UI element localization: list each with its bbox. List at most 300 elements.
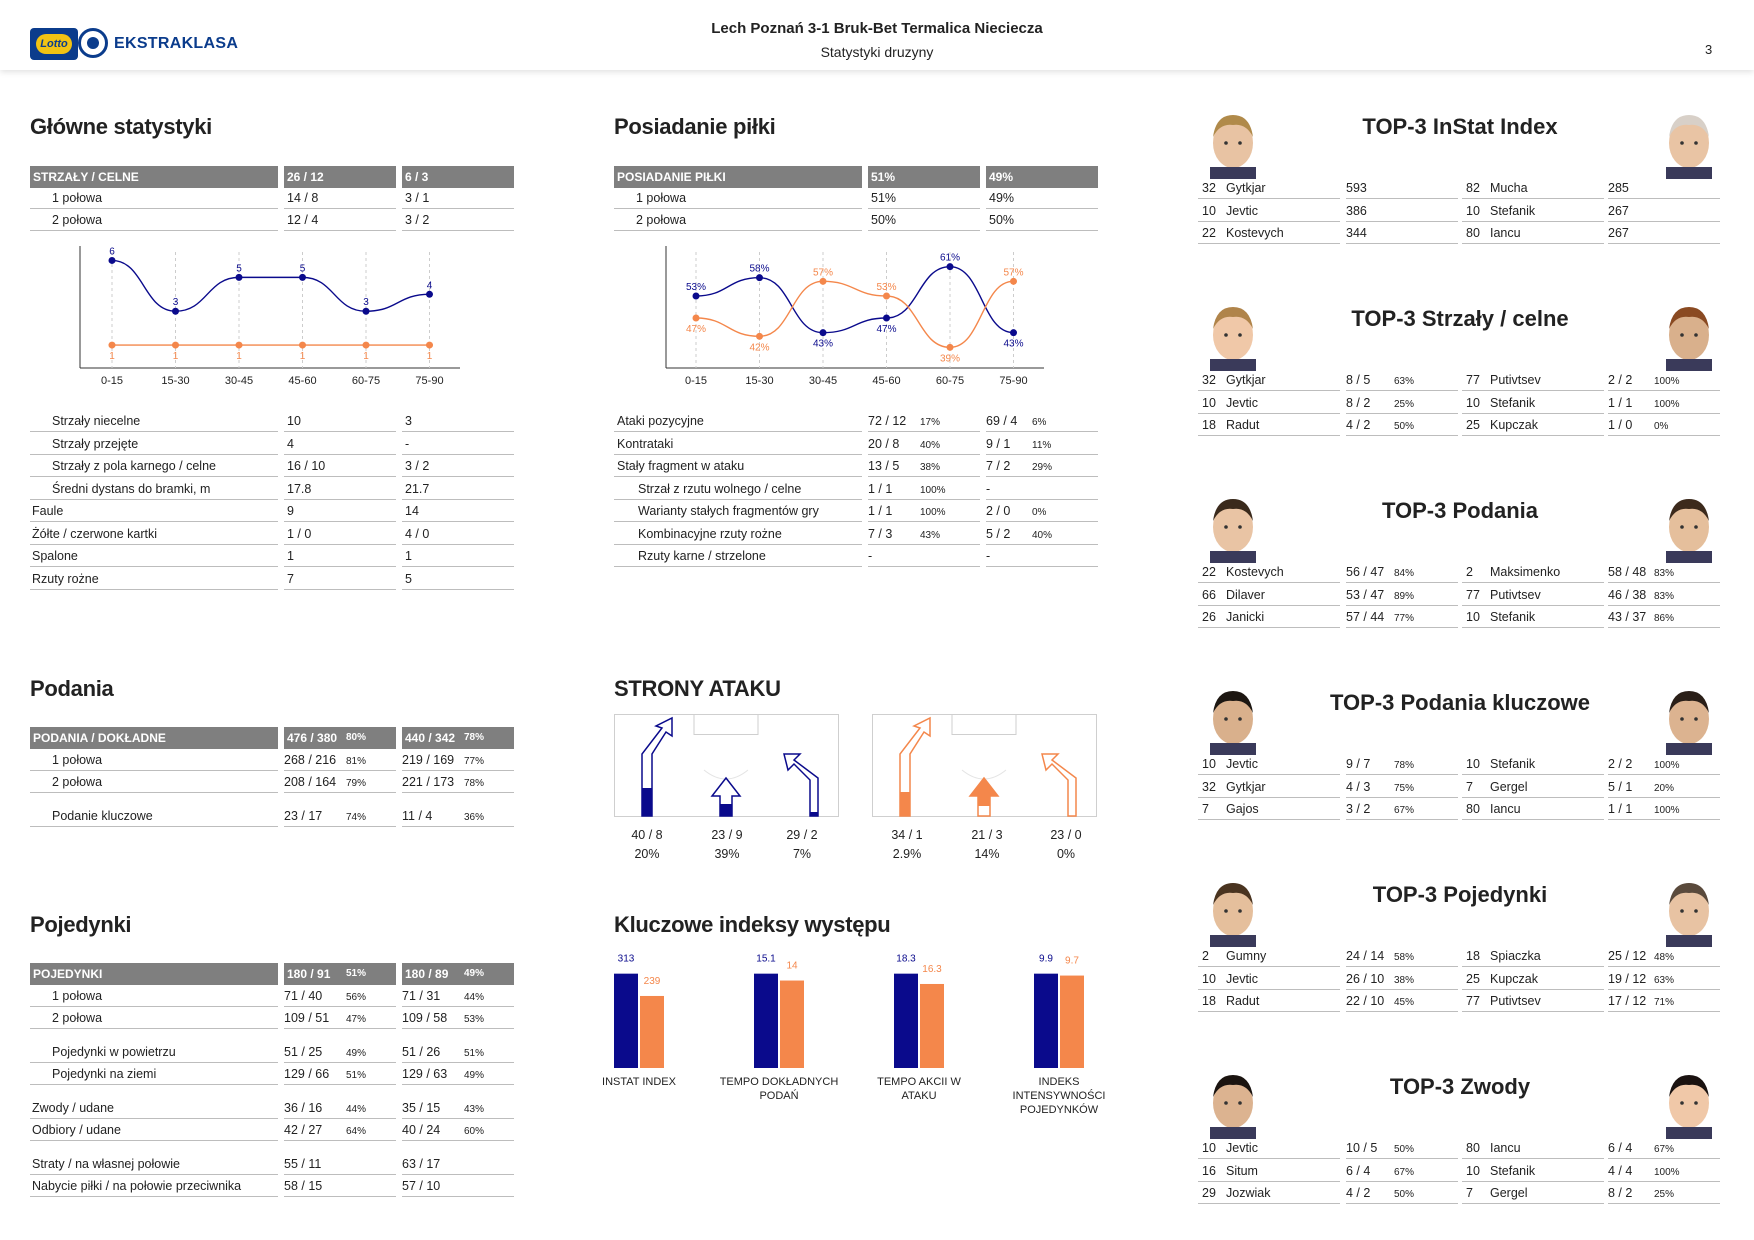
main-stats-row-label: 1 połowa (30, 188, 278, 209)
top3-away-value: 6 / 4 67% (1608, 1138, 1720, 1159)
away-point (693, 315, 700, 322)
x-tick-label: 0-15 (684, 375, 708, 387)
top3-home-value-pct: 89% (1394, 590, 1415, 602)
top3-away-player (1462, 393, 1604, 414)
possession-title: Posiadanie piłki (614, 114, 776, 139)
top3-away-value: 8 / 2 25% (1608, 1183, 1720, 1204)
player-number: 25 (1466, 418, 1480, 432)
top3-away-value-pct: 100% (1654, 1166, 1680, 1178)
duels-row-home: 51 / 25 49% (284, 1042, 396, 1063)
player-number: 10 (1466, 1163, 1480, 1178)
top3-home-value-pct: 67% (1394, 1166, 1415, 1178)
key-index-title: Kluczowe indeksy występu (614, 912, 891, 937)
top3-home-value-pct: 58% (1394, 952, 1415, 963)
top3-home-value-pct: 50% (1394, 421, 1415, 432)
top3-home-player (1198, 223, 1340, 244)
possession-extra-away: - (986, 546, 1098, 567)
top3-away-value: 2 / 2 100% (1608, 754, 1720, 775)
player-number: 10 (1466, 395, 1480, 410)
player-number: 32 (1202, 373, 1216, 387)
away-attack-pct: 0% (1056, 847, 1076, 861)
away-player-photo (1658, 875, 1720, 947)
home-attack-count: 23 / 9 (711, 828, 743, 842)
duels-row-home-pct: 44% (346, 1104, 367, 1115)
possession-extra-home: 7 / 3 43% (868, 524, 980, 545)
duels-row-home-pct: 49% (346, 1048, 367, 1059)
main-extra-row-label: Strzały przejęte (30, 434, 278, 455)
passes-row-home: 268 / 216 81% (284, 750, 396, 771)
main-extra-row-home: 9 (284, 501, 396, 522)
possession-row-label: 1 połowa (614, 188, 862, 209)
top3-away-value: 1 / 1 100% (1608, 799, 1720, 820)
main-extra-row-home: 16 / 10 (284, 456, 396, 477)
x-tick-label: 75-90 (415, 375, 444, 387)
top3-home-value: 53 / 47 89% (1346, 585, 1458, 606)
player-name: Gytkjar (1226, 779, 1266, 794)
home-point (236, 274, 243, 281)
home-player-photo (1202, 1067, 1264, 1139)
top3-home-value: 8 / 5 63% (1346, 370, 1458, 391)
x-tick-label: 60-75 (935, 375, 965, 387)
duels-head-home: 180 / 91 51% (284, 963, 396, 985)
away-data-label: 57% (1003, 267, 1024, 279)
possession-extra-home: 13 / 5 38% (868, 456, 980, 477)
duels-row-home-pct: 47% (346, 1014, 367, 1025)
key-passes-away-pct: 36% (464, 812, 485, 823)
away-point (236, 342, 243, 349)
top3-title: TOP-3 InStat Index (1362, 114, 1558, 139)
away-data-label: 1 (426, 351, 433, 363)
top3-home-value-pct: 84% (1394, 568, 1415, 579)
x-tick-label: 30-45 (224, 375, 254, 387)
top3-away-player (1462, 562, 1604, 583)
passes-head-home: 476 / 380 80% (284, 727, 396, 749)
top3-away-player (1462, 799, 1604, 820)
away-point (172, 342, 179, 349)
main-stats-row-away: 3 / 1 (402, 188, 514, 209)
home-player-photo (1202, 683, 1264, 755)
possession-extra-home: - (868, 546, 980, 567)
player-number: 80 (1466, 802, 1480, 816)
player-name: Kostevych (1226, 565, 1284, 579)
possession-extra-label: Kombinacyjne rzuty rożne (614, 524, 862, 545)
away-data-label: 57% (812, 267, 834, 279)
page-number: 3 (1705, 42, 1713, 57)
possession-extra-home: 20 / 8 40% (868, 434, 980, 455)
player-number: 7 (1466, 779, 1473, 794)
top3-home-value-pct: 63% (1394, 376, 1415, 387)
top3-title: TOP-3 Pojedynki (1372, 882, 1548, 907)
duels-row-home: 36 / 16 44% (284, 1098, 396, 1119)
top3-away-player (1462, 946, 1604, 967)
duels-row-label: Pojedynki w powietrzu (30, 1042, 278, 1063)
player-name: Radut (1226, 994, 1260, 1008)
player-number: 77 (1466, 373, 1480, 387)
away-data-label: 1 (236, 351, 242, 363)
top3-home-player (1198, 754, 1340, 775)
possession-extra-home-pct: 43% (920, 529, 941, 541)
top3-home-player (1198, 178, 1340, 199)
player-name: Gajos (1226, 802, 1259, 816)
home-attack-pitch (614, 714, 840, 818)
possession-extra-label: Rzuty karne / strzelone (614, 546, 862, 567)
away-data-label: 1 (172, 351, 179, 363)
home-bar (894, 974, 918, 1068)
top3-home-value-pct: 45% (1394, 997, 1415, 1008)
player-name: Jevtic (1226, 1141, 1258, 1155)
player-number: 80 (1466, 1141, 1480, 1155)
top3-title: TOP-3 Podania kluczowe (1330, 690, 1590, 715)
main-extra-row-label: Strzały niecelne (30, 411, 278, 432)
player-name: Radut (1226, 418, 1260, 432)
top3-home-value: 10 / 5 50% (1346, 1138, 1458, 1159)
passes-row-away: 221 / 173 78% (402, 772, 514, 793)
top3-home-value-pct: 25% (1394, 398, 1415, 410)
top3-away-value-pct: 48% (1654, 952, 1675, 963)
possession-extra-away: 5 / 2 40% (986, 524, 1098, 545)
player-number: 18 (1202, 418, 1216, 432)
key-passes-home-pct: 74% (346, 812, 367, 823)
away-data-label: 1 (109, 351, 115, 363)
away-point (756, 333, 763, 340)
attack-sides-title: STRONY ATAKU (614, 676, 781, 701)
main-extra-row-home: 1 / 0 (284, 524, 396, 545)
player-name: Iancu (1490, 802, 1521, 816)
top3-away-value-pct: 100% (1654, 398, 1680, 410)
player-name: Stefanik (1490, 395, 1536, 410)
player-name: Iancu (1490, 226, 1521, 240)
main-stats-head-home: 26 / 12 (284, 166, 396, 188)
home-player-photo (1202, 299, 1264, 371)
player-number: 26 (1202, 610, 1216, 624)
passes-title: Podania (30, 676, 114, 701)
top3-home-value: 57 / 44 77% (1346, 607, 1458, 628)
player-number: 10 (1466, 203, 1480, 218)
possession-head-away: 49% (986, 166, 1098, 188)
lotto-badge: Lotto (36, 34, 72, 54)
possession-extra-away-pct: 6% (1032, 417, 1047, 428)
home-bar (754, 974, 778, 1068)
home-bar-value: 15.1 (756, 953, 776, 965)
top3-home-value-pct: 67% (1394, 805, 1415, 816)
main-stats-row-home: 14 / 8 (284, 188, 396, 209)
home-bar (614, 974, 638, 1068)
duels-row-home-pct: 56% (346, 992, 367, 1003)
top3-away-value-pct: 67% (1654, 1144, 1675, 1155)
top3-away-value-pct: 100% (1654, 805, 1680, 816)
top3-home-value: 344 (1346, 223, 1458, 244)
home-point (363, 308, 370, 315)
player-name: Spiaczka (1490, 949, 1541, 963)
main-extra-row-label: Średni dystans do bramki, m (30, 479, 278, 500)
home-data-label: 53% (685, 282, 707, 293)
away-point (883, 293, 890, 300)
top3-away-value: 58 / 48 83% (1608, 562, 1720, 583)
possession-extra-label: Stały fragment w ataku (614, 456, 862, 477)
home-bar-value: 313 (617, 953, 635, 965)
possession-extra-label: Ataki pozycyjne (614, 411, 862, 432)
top3-away-value: 4 / 4 100% (1608, 1161, 1720, 1182)
top3-away-value-pct: 86% (1654, 613, 1675, 624)
possession-extra-away: 2 / 0 0% (986, 501, 1098, 522)
home-point (299, 274, 306, 281)
home-point (172, 308, 179, 315)
home-point (883, 315, 890, 322)
away-attack-count: 23 / 0 (1050, 828, 1082, 842)
duels-row-home-pct: 51% (346, 1070, 367, 1081)
duels-row-away: 71 / 31 44% (402, 986, 514, 1007)
away-data-label: 53% (876, 282, 897, 293)
home-point (109, 257, 116, 264)
possession-extra-away: 7 / 2 29% (986, 456, 1098, 477)
top3-home-value-pct: 50% (1394, 1144, 1415, 1155)
away-bar-value: 16.3 (922, 963, 942, 975)
home-data-label: 3 (363, 297, 369, 309)
top3-home-value: 26 / 10 38% (1346, 969, 1458, 990)
player-number: 32 (1202, 779, 1216, 794)
possession-line-chart (614, 240, 1074, 400)
passes-row-home-pct: 79% (346, 778, 367, 789)
home-player-photo (1202, 491, 1264, 563)
top3-home-value: 24 / 14 58% (1346, 946, 1458, 967)
player-name: Stefanik (1490, 610, 1536, 624)
away-attack-count: 21 / 3 (971, 828, 1003, 842)
possession-extra-label: Kontrataki (614, 434, 862, 455)
player-name: Janicki (1226, 610, 1265, 624)
main-extra-row-label: Strzały z pola karnego / celne (30, 456, 278, 477)
top3-home-player (1198, 415, 1340, 436)
away-bar-value: 14 (786, 960, 798, 972)
match-title: Lech Poznań 3-1 Bruk-Bet Termalica Nieciecza (711, 20, 1043, 37)
key-index-bar-chart (600, 950, 1120, 1070)
home-point (756, 274, 763, 281)
possession-extra-home-pct: 100% (920, 507, 946, 518)
possession-extra-home: 1 / 1 100% (868, 501, 980, 522)
player-name: Gergel (1490, 779, 1528, 794)
top3-away-value-pct: 20% (1654, 782, 1675, 794)
player-name: Stefanik (1490, 1163, 1536, 1178)
x-tick-label: 0-15 (100, 375, 124, 387)
top3-away-player (1462, 777, 1604, 798)
possession-extra-home-pct: 40% (920, 439, 941, 451)
player-name: Mucha (1490, 181, 1528, 195)
player-name: Stefanik (1490, 203, 1536, 218)
player-number: 16 (1202, 1163, 1216, 1178)
top3-title: TOP-3 Strzały / celne (1351, 306, 1569, 331)
duels-row-label: Straty / na własnej połowie (30, 1154, 278, 1175)
away-player-photo (1658, 107, 1720, 179)
top3-home-player (1198, 946, 1340, 967)
main-extra-row-away: 4 / 0 (402, 524, 514, 545)
player-number: 18 (1202, 994, 1216, 1008)
away-data-label: 39% (939, 353, 961, 365)
away-bar (640, 996, 664, 1068)
top3-home-value-pct: 78% (1394, 760, 1415, 771)
player-name: Maksimenko (1490, 565, 1561, 579)
home-data-label: 58% (749, 263, 770, 275)
top3-away-player (1462, 969, 1604, 990)
possession-extra-away-pct: 11% (1032, 439, 1052, 451)
home-series-line (112, 260, 430, 311)
ekstraklasa-ball-icon (78, 28, 108, 58)
top3-home-value: 386 (1346, 201, 1458, 222)
player-name: Jevtic (1226, 757, 1258, 771)
duels-head-label: POJEDYNKI (30, 963, 278, 985)
home-point (947, 263, 954, 270)
duels-row-away-pct: 44% (464, 992, 485, 1003)
duels-row-label: Zwody / udane (30, 1098, 278, 1119)
top3-home-player (1198, 1183, 1340, 1204)
key-passes-label: Podanie kluczowe (30, 806, 278, 827)
player-name: Gytkjar (1226, 373, 1266, 387)
duels-row-label: 2 połowa (30, 1008, 278, 1029)
passes-row-home: 208 / 164 79% (284, 772, 396, 793)
player-number: 29 (1202, 1186, 1216, 1200)
player-name: Gergel (1490, 1186, 1528, 1200)
main-extra-row-label: Faule (30, 501, 278, 522)
main-extra-row-home: 17.8 (284, 479, 396, 500)
possession-extra-home: 1 / 1 100% (868, 479, 980, 500)
top3-away-value: 267 (1608, 223, 1720, 244)
player-number: 18 (1466, 949, 1480, 963)
x-tick-label: 60-75 (351, 375, 381, 387)
away-bar-value: 239 (643, 975, 661, 987)
top3-away-player (1462, 754, 1604, 775)
away-data-label: 42% (749, 342, 770, 354)
passes-head-away: 440 / 342 78% (402, 727, 514, 749)
home-point (820, 329, 827, 336)
top3-home-player (1198, 991, 1340, 1012)
possession-extra-away-pct: 40% (1032, 529, 1053, 541)
duels-row-away-pct: 43% (464, 1104, 485, 1115)
duels-row-home: 55 / 11 (284, 1154, 396, 1175)
away-series-line (696, 281, 1014, 347)
top3-away-player (1462, 178, 1604, 199)
top3-away-value-pct: 25% (1654, 1189, 1675, 1200)
player-name: Dilaver (1226, 587, 1265, 602)
duels-row-label: Pojedynki na ziemi (30, 1064, 278, 1085)
player-name: Kostevych (1226, 226, 1284, 240)
passes-row-label: 2 połowa (30, 772, 278, 793)
top3-away-player (1462, 1161, 1604, 1182)
possession-extra-away-pct: 0% (1032, 507, 1047, 518)
player-number: 2 (1466, 565, 1473, 579)
duels-row-away: 63 / 17 (402, 1154, 514, 1175)
player-number: 22 (1202, 226, 1216, 240)
top3-home-player (1198, 799, 1340, 820)
top3-away-value-pct: 100% (1654, 376, 1680, 387)
top3-away-value: 267 (1608, 201, 1720, 222)
home-attack-count: 40 / 8 (631, 828, 663, 842)
top3-home-player (1198, 562, 1340, 583)
player-number: 10 (1202, 1141, 1216, 1155)
main-extra-row-home: 10 (284, 411, 396, 432)
top3-away-value-pct: 83% (1654, 568, 1675, 579)
away-point (363, 342, 370, 349)
x-tick-label: 75-90 (999, 375, 1028, 387)
passes-head-home-pct: 80% (346, 732, 367, 743)
top3-home-value-pct: 77% (1394, 613, 1415, 624)
away-attack-pitch (872, 714, 1098, 818)
duels-row-away-pct: 53% (464, 1014, 485, 1025)
top3-away-value: 1 / 1 100% (1608, 393, 1720, 414)
passes-row-away-pct: 78% (464, 778, 485, 789)
player-name: Gytkjar (1226, 181, 1266, 195)
home-attack-pct: 39% (714, 847, 740, 861)
home-bar-value: 18.3 (896, 953, 916, 965)
bar-category-label: TEMPO AKCII W ATAKU (877, 1076, 961, 1102)
home-attack-pct: 7% (792, 847, 812, 861)
shots-line-chart (30, 240, 490, 400)
top3-home-player (1198, 969, 1340, 990)
top3-home-value: 3 / 2 67% (1346, 799, 1458, 820)
bar-category-label: INDEKS INTENSYWNOŚCI POJEDYNKÓW (1012, 1076, 1106, 1116)
main-extra-row-label: Spalone (30, 546, 278, 567)
top3-home-player (1198, 585, 1340, 606)
home-point (1010, 329, 1017, 336)
top3-home-value: 9 / 7 78% (1346, 754, 1458, 775)
passes-row-away: 219 / 169 77% (402, 750, 514, 771)
duels-head-away: 180 / 89 49% (402, 963, 514, 985)
duels-row-home-pct: 64% (346, 1126, 367, 1137)
player-number: 22 (1202, 565, 1216, 579)
top3-away-player (1462, 1138, 1604, 1159)
player-number: 77 (1466, 587, 1480, 602)
duels-row-home: 71 / 40 56% (284, 986, 396, 1007)
home-series-line (696, 267, 1014, 333)
duels-row-label: Nabycie piłki / na połowie przeciwnika (30, 1176, 278, 1197)
home-attack-count: 29 / 2 (786, 828, 818, 842)
top3-home-value: 593 (1346, 178, 1458, 199)
main-stats-row-home: 12 / 4 (284, 210, 396, 231)
player-number: 2 (1202, 949, 1209, 963)
duels-row-away-pct: 60% (464, 1126, 485, 1137)
top3-away-player (1462, 201, 1604, 222)
top3-away-value-pct: 100% (1654, 760, 1680, 771)
main-extra-row-home: 7 (284, 569, 396, 590)
top3-away-player (1462, 370, 1604, 391)
top3-away-value: 43 / 37 86% (1608, 607, 1720, 628)
possession-extra-home: 72 / 12 17% (868, 411, 980, 432)
top3-home-value: 6 / 4 67% (1346, 1161, 1458, 1182)
away-point (109, 342, 116, 349)
bar-category-label: INSTAT INDEX (602, 1076, 676, 1088)
away-player-photo (1658, 1067, 1720, 1139)
top3-home-player (1198, 370, 1340, 391)
player-number: 66 (1202, 587, 1216, 602)
player-name: Gumny (1226, 949, 1267, 963)
away-attack-pct: 14% (974, 847, 1000, 861)
duels-row-away: 51 / 26 51% (402, 1042, 514, 1063)
player-number: 32 (1202, 181, 1216, 195)
away-player-photo (1658, 299, 1720, 371)
possession-extra-away: 69 / 4 6% (986, 411, 1098, 432)
duels-row-away-pct: 49% (464, 1070, 485, 1081)
home-data-label: 4 (426, 280, 433, 292)
main-stats-row-label: 2 połowa (30, 210, 278, 231)
possession-extra-away: 9 / 1 11% (986, 434, 1098, 455)
player-number: 10 (1466, 757, 1480, 771)
top3-home-value: 4 / 3 75% (1346, 777, 1458, 798)
possession-extra-away: - (986, 479, 1098, 500)
x-tick-label: 45-60 (288, 375, 317, 387)
top3-away-player (1462, 1183, 1604, 1204)
duels-row-away: 109 / 58 53% (402, 1008, 514, 1029)
possession-extra-label: Warianty stałych fragmentów gry (614, 501, 862, 522)
key-passes-away: 11 / 4 36% (402, 806, 514, 827)
away-attack-count: 34 / 1 (891, 828, 923, 842)
home-data-label: 5 (236, 263, 242, 275)
